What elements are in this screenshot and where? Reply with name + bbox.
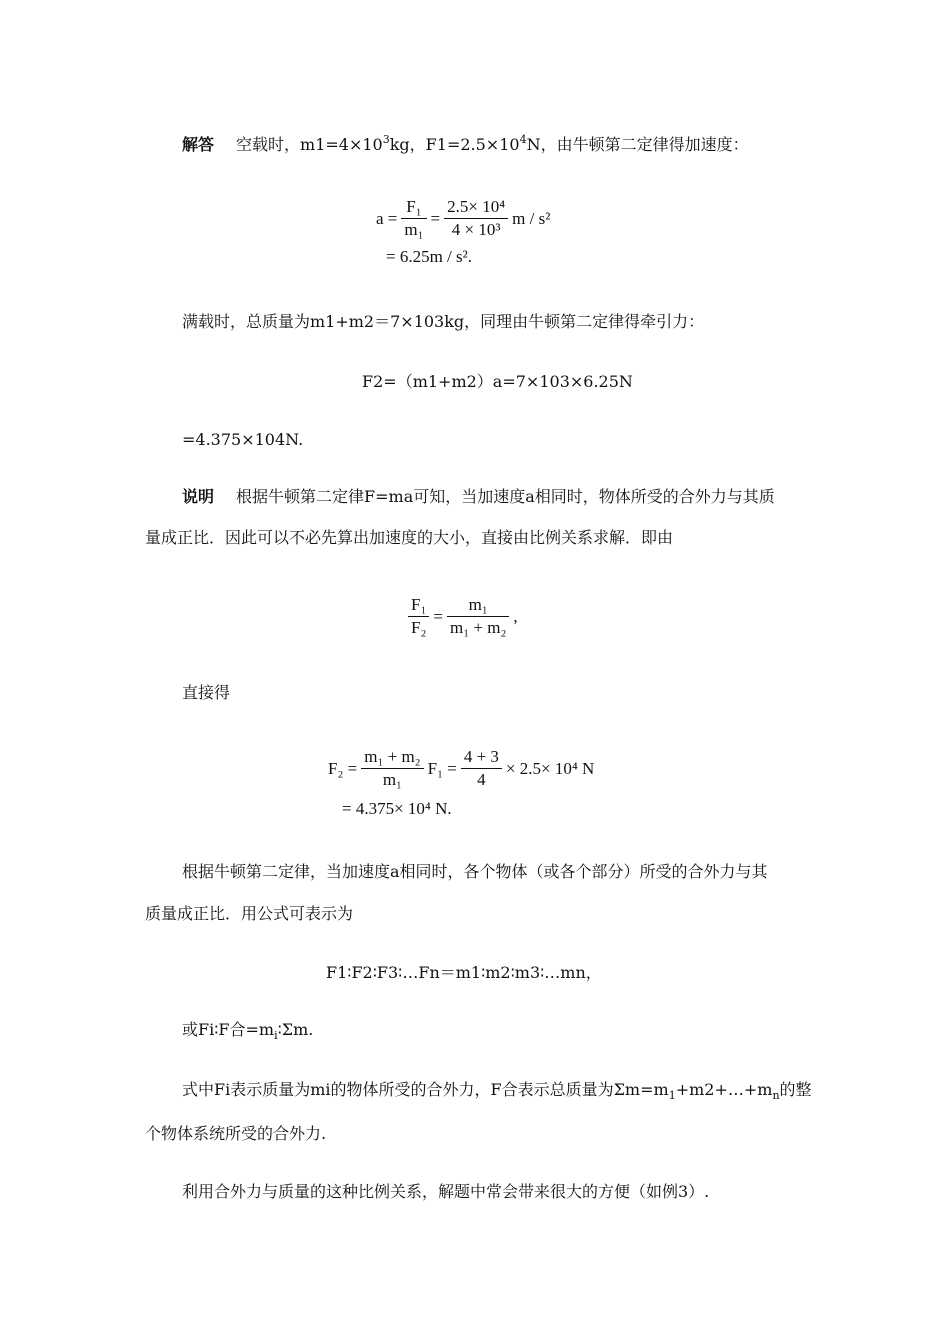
note-line-1 (182, 487, 775, 507)
proportion-formula: F1∶F2∶F3∶…Fn＝m1∶m2∶m3∶…mn， (326, 963, 602, 982)
eq3-den-1: m₁ (382, 770, 402, 789)
def-sub-1: 1 (668, 1089, 676, 1102)
eq2-fraction-1 (408, 594, 429, 639)
eq1-den-1: m₁ (404, 220, 424, 239)
eq2-fraction-2 (447, 594, 509, 639)
eq2-den-1: F₂ (411, 618, 427, 637)
answer-text-1: 空载时，m1=4×10 (236, 135, 383, 154)
direct-equation (328, 746, 594, 819)
eq1-num-1: F₁ (401, 196, 426, 219)
acceleration-equation (376, 196, 550, 267)
def-text-3: 的整 (779, 1080, 812, 1099)
eq3-lhs: F₂ = (328, 758, 358, 778)
eq1-num-2: 2.5× 10⁴ (444, 196, 508, 219)
sum-text-2: ∶Σm. (277, 1020, 314, 1039)
ratio-equation (408, 594, 518, 639)
def-text-2: +m2+…+m (675, 1080, 773, 1099)
traction-formula: F2=（m1+m2）a=7×103×6.25N (362, 372, 633, 391)
rule-line-1: 根据牛顿第二定律，当加速度a相同时，各个物体（或各个部分）所受的合外力与其 (182, 862, 768, 881)
eq1-lhs: a = (376, 208, 398, 228)
answer-exp-1: 3 (382, 133, 390, 146)
def-sub-2: n (772, 1089, 780, 1102)
sum-sub-1: i (274, 1029, 278, 1042)
eq2-num-1: F₁ (408, 594, 429, 617)
def-text-1: 式中Fi表示质量为mi的物体所受的合外力，F合表示总质量为Σm=m (182, 1080, 669, 1099)
answer-paragraph (182, 130, 749, 155)
eq2-den-2: m₁ + m₂ (449, 618, 507, 637)
answer-text-2: kg，F1=2.5×10 (389, 135, 520, 154)
eq1-unit: m / s² (512, 208, 551, 228)
answer-exp-2: 4 (519, 133, 527, 146)
eq1-den-2: 4 × 10³ (451, 220, 501, 239)
answer-label: 解答 (182, 135, 215, 154)
eq3-line-2: = 4.375× 10⁴ N. (342, 799, 452, 818)
eq1-fraction-2 (444, 196, 508, 241)
eq3-num-2: 4 + 3 (461, 746, 502, 769)
note-text-1: 根据牛顿第二定律F=ma可知，当加速度a相同时，物体所受的合外力与其质 (236, 487, 775, 506)
full-load-paragraph: 满载时，总质量为m1+m2＝7×103kg，同理由牛顿第二定律得牵引力： (182, 312, 705, 331)
eq2-equals: = (433, 606, 443, 626)
sum-text-1: 或Fi∶F合=m (182, 1020, 275, 1039)
traction-result: =4.375×104N. (182, 430, 304, 449)
note-label: 说明 (182, 487, 215, 506)
note-line-2: 量成正比．因此可以不必先算出加速度的大小，直接由比例关系求解．即由 (145, 528, 674, 547)
answer-text-3: N，由牛顿第二定律得加速度： (526, 135, 749, 154)
eq3-den-2: 4 (477, 770, 486, 789)
eq1-equals: = (430, 208, 441, 228)
eq3-tail: × 2.5× 10⁴ N (505, 758, 595, 778)
eq3-fraction-2 (461, 746, 502, 791)
eq2-tail: , (513, 606, 518, 626)
eq2-num-2: m₁ (447, 594, 509, 617)
eq3-num-1: m₁ + m₂ (361, 746, 423, 769)
eq1-fraction-1 (401, 196, 426, 241)
definition-line-2: 个物体系统所受的合外力. (145, 1124, 327, 1143)
definition-line-1 (182, 1080, 812, 1106)
eq3-fraction-1 (361, 746, 423, 791)
sum-formula (182, 1020, 313, 1046)
direct-text: 直接得 (182, 683, 231, 702)
conclusion-paragraph: 利用合外力与质量的这种比例关系，解题中常会带来很大的方便（如例3）. (182, 1182, 710, 1201)
eq1-line-2: = 6.25m / s². (386, 247, 472, 266)
rule-line-2: 质量成正比．用公式可表示为 (145, 904, 354, 923)
eq3-mid: F₁ = (427, 758, 457, 778)
